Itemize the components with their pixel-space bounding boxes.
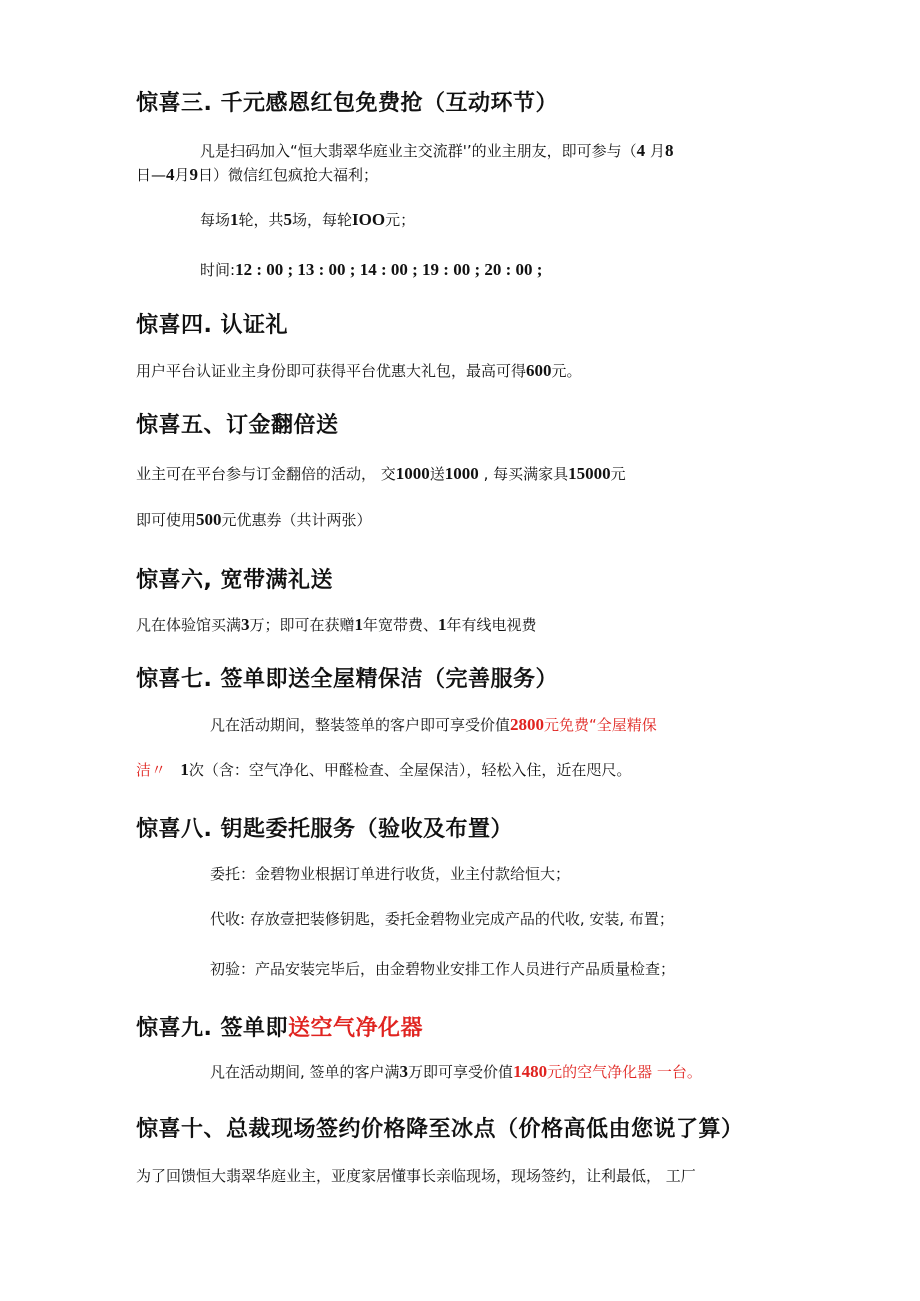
section-8-item-entrust: 委托：金碧物业根据订单进行收货，业主付款给恒大； (210, 865, 571, 883)
section-10-title: 惊喜十、总裁现场签约价格降至冰点（价格高低由您说了算） (136, 1117, 744, 1142)
section-6-paragraph: 凡在体验馆买满3万；即可在获赠1年宽带费、1年有线电视费 (136, 615, 537, 634)
section-3-title: 惊喜三. 千元感恩红包免费抢（互动环节） (136, 91, 559, 116)
section-7-title: 惊喜七. 签单即送全屋精保洁（完善服务） (136, 667, 559, 692)
section-5-paragraph-2: 即可使用500元优惠券（共计两张） (136, 510, 372, 529)
section-9-paragraph: 凡在活动期间, 签单的客户满3万即可享受价值1480元的空气净化器 一台。 (210, 1062, 702, 1081)
section-4-title: 惊喜四. 认证礼 (136, 313, 289, 338)
section-7-paragraph-1: 凡在活动期间，整装签单的客户即可享受价值2800元免费“全屋精保 (210, 715, 657, 734)
section-3-rounds: 每场1轮，共5场，每轮IOO元； (200, 210, 416, 229)
section-5-paragraph-1: 业主可在平台参与订金翻倍的活动， 交1000送1000 , 每买满家具15000元 (136, 464, 626, 483)
section-9-title: 惊喜九. 签单即送空气净化器 (136, 1016, 424, 1041)
section-6-title: 惊喜六, 宽带满礼送 (136, 568, 334, 593)
section-10-paragraph: 为了回馈恒大翡翠华庭业主，亚度家居懂事长亲临现场，现场签约，让利最低， 工厂 (136, 1167, 696, 1185)
section-3-paragraph-1: 凡是扫码加入“恒大翡翠华庭业主交流群'’的业主朋友，即可参与（4 月8 (200, 141, 674, 160)
section-8-title: 惊喜八. 钥匙委托服务（验收及布置） (136, 817, 514, 842)
section-7-paragraph-2: 洁〃 1次（含：空气净化、甲醛检查、全屋保洁），轻松入住，近在咫尺。 (136, 760, 632, 779)
section-4-paragraph: 用户平台认证业主身份即可获得平台优惠大礼包，最高可得600元。 (136, 361, 582, 380)
section-8-item-collect: 代收: 存放壹把装修钥匙，委托金碧物业完成产品的代收, 安装, 布置； (210, 910, 674, 928)
section-3-times: 时间:12 : 00 ; 13 : 00 ; 14 : 00 ; 19 : 00 ; 20 : 00 ; (200, 260, 543, 279)
section-3-paragraph-1-cont: 日—4月9日）微信红包疯抢大福利； (136, 165, 379, 184)
section-8-item-inspect: 初验：产品安装完毕后，由金碧物业安排工作人员进行产品质量检查； (210, 960, 676, 978)
section-5-title: 惊喜五、订金翻倍送 (136, 413, 339, 438)
